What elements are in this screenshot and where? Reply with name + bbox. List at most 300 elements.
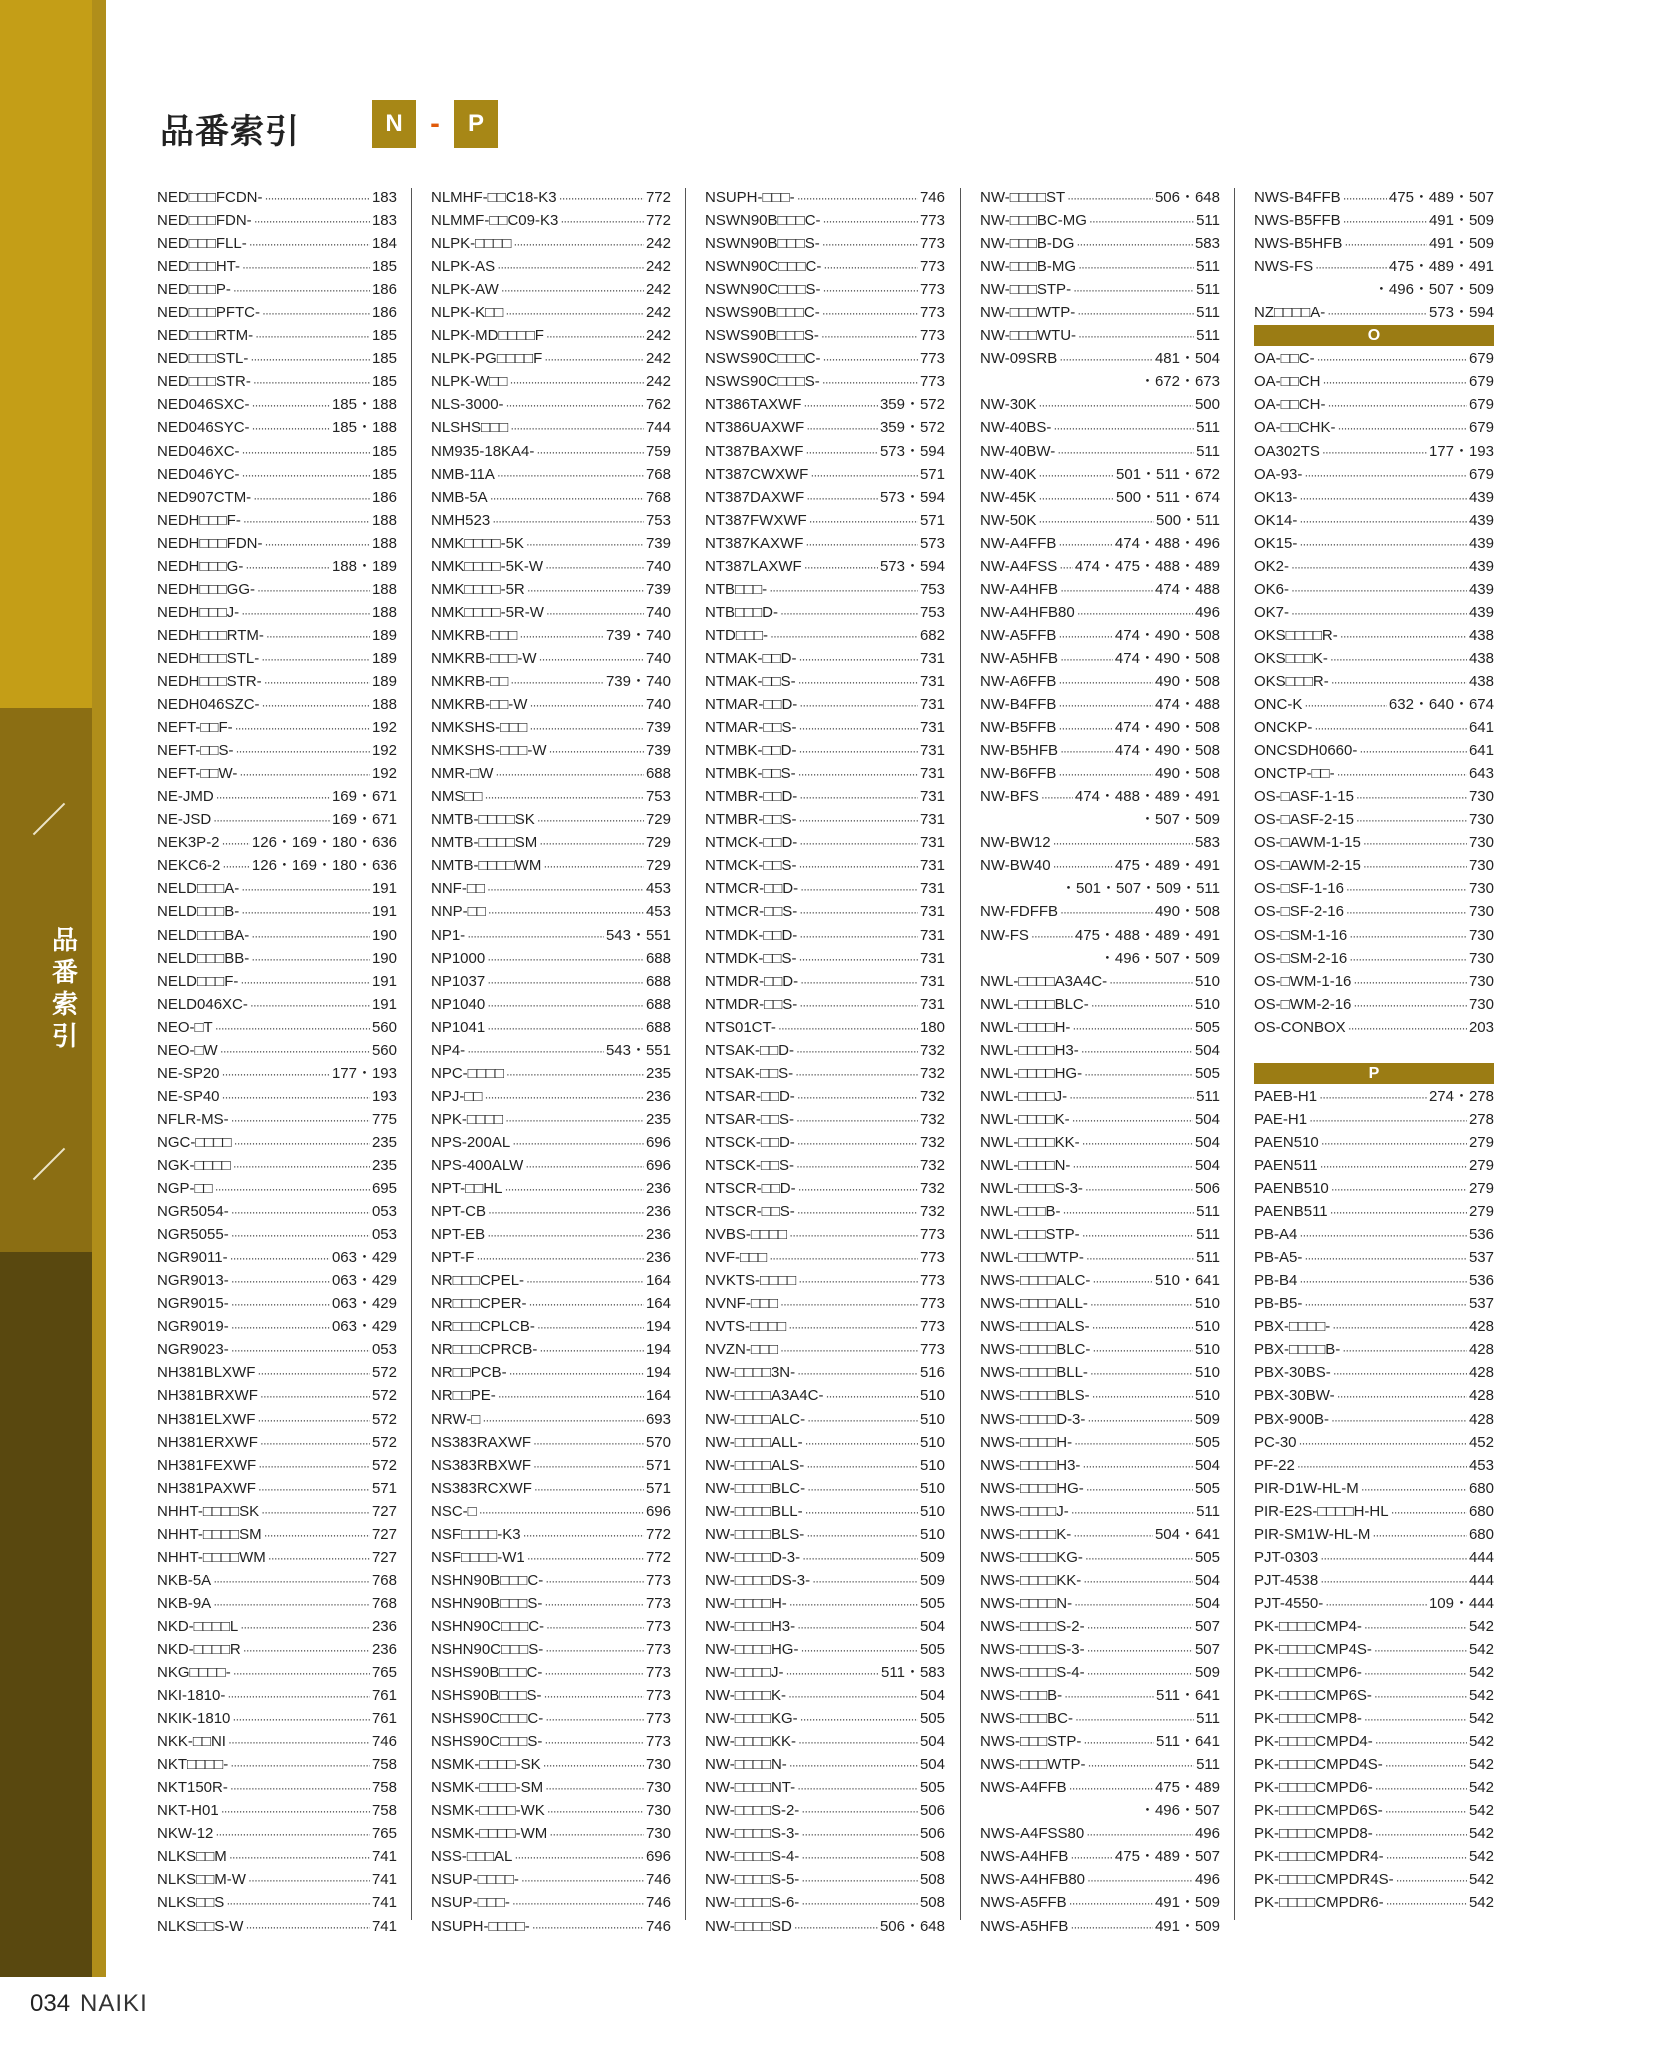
index-entry <box>431 1108 671 1131</box>
dot-leader <box>1363 831 1467 854</box>
dot-leader <box>1337 762 1467 785</box>
part-number: NWL-□□□□J- <box>980 1087 1068 1105</box>
part-number: NED□□□RTM- <box>157 327 254 345</box>
dot-leader <box>495 762 644 785</box>
index-entry <box>705 532 945 555</box>
dot-leader <box>809 509 918 532</box>
part-number: OK2- <box>1254 557 1290 575</box>
dot-leader <box>1058 532 1113 555</box>
page-refs: 773 <box>919 1272 945 1290</box>
page-refs: 543・551 <box>605 1041 671 1059</box>
section-letter: O <box>1254 325 1494 346</box>
page-refs: 643 <box>1468 765 1494 783</box>
index-entry <box>980 716 1220 739</box>
index-entry <box>157 278 397 301</box>
index-entry <box>705 1177 945 1200</box>
part-number: PK-□□□□CMP6S- <box>1254 1687 1372 1705</box>
page-refs: 509 <box>1194 1664 1220 1682</box>
part-number: NLKS□□M <box>157 1848 227 1866</box>
part-number: NWL-□□□B- <box>980 1203 1061 1221</box>
page-refs: 740 <box>645 603 671 621</box>
dot-leader <box>1315 255 1387 278</box>
part-number: PK-□□□□CMPDR4- <box>1254 1848 1384 1866</box>
dot-leader <box>1375 1730 1467 1753</box>
sidebar-label-char: 番 <box>51 958 78 988</box>
page-refs: 274・278 <box>1428 1087 1494 1105</box>
part-number: NWS-□□□□BLS- <box>980 1387 1090 1405</box>
dot-leader <box>1361 1477 1467 1500</box>
part-number: PAENB510 <box>1254 1180 1329 1198</box>
page-refs: 242 <box>645 304 671 322</box>
index-entry <box>705 1200 945 1223</box>
dot-leader <box>543 854 644 877</box>
part-number: NGR9023- <box>157 1341 229 1359</box>
index-entry <box>431 1592 671 1615</box>
part-number: NLMMF-□□C09-K3 <box>431 212 559 230</box>
part-number: OA-□□CH <box>1254 373 1321 391</box>
dot-leader <box>467 924 604 947</box>
part-number: NSMK-□□□□-WM <box>431 1825 548 1843</box>
page-refs: 732 <box>919 1064 945 1082</box>
dot-leader <box>505 301 644 324</box>
index-entry <box>157 1523 397 1546</box>
page-refs: 242 <box>645 281 671 299</box>
index-entry <box>431 647 671 670</box>
part-number: NMKSHS-□□□-W <box>431 742 547 760</box>
dot-leader <box>1386 1891 1467 1914</box>
part-number: NWS-□□□□S-4- <box>980 1664 1085 1682</box>
index-entry <box>705 578 945 601</box>
index-entry <box>157 1407 397 1430</box>
part-number: NWS-□□□BC- <box>980 1710 1074 1728</box>
index-entry <box>705 1799 945 1822</box>
dot-leader <box>549 1822 644 1845</box>
page-refs: 516 <box>919 1364 945 1382</box>
index-entry <box>705 1707 945 1730</box>
part-number: NKT150R- <box>157 1779 228 1797</box>
page-refs: 510 <box>919 1502 945 1520</box>
page-refs: 428 <box>1468 1341 1494 1359</box>
page-refs: 741 <box>371 1917 397 1935</box>
dot-leader <box>806 1454 918 1477</box>
page-refs: 359・572 <box>879 419 945 437</box>
part-number: NEDH□□□FDN- <box>157 534 263 552</box>
part-number: NWL-□□□□BLC- <box>980 995 1089 1013</box>
page-refs: 506・648 <box>879 1917 945 1935</box>
index-entry <box>1254 1684 1494 1707</box>
part-number: NSWN90C□□□S- <box>705 281 821 299</box>
index-entry <box>1254 1292 1494 1315</box>
dot-leader <box>798 762 918 785</box>
page-refs: 505 <box>919 1779 945 1797</box>
dot-leader <box>1319 1085 1427 1108</box>
dot-leader <box>796 1108 918 1131</box>
index-entry <box>980 209 1220 232</box>
dot-leader <box>1322 370 1467 393</box>
index-entry <box>1254 532 1494 555</box>
index-entry <box>1254 854 1494 877</box>
page-refs: 542 <box>1468 1640 1494 1658</box>
part-number: NMKSHS-□□□ <box>431 719 528 737</box>
part-number: PBX-900B- <box>1254 1410 1330 1428</box>
dot-leader <box>795 1062 918 1085</box>
dot-leader <box>1069 1776 1153 1799</box>
page-refs: 501・511・672 <box>1116 465 1220 483</box>
page-refs: 773 <box>919 1318 945 1336</box>
index-entry <box>705 1384 945 1407</box>
index-entry <box>431 1085 671 1108</box>
page-refs: 506 <box>919 1825 945 1843</box>
page-refs: 560 <box>371 1018 397 1036</box>
index-entry <box>1254 601 1494 624</box>
index-entry <box>980 785 1220 808</box>
page-refs: 186 <box>371 304 397 322</box>
part-number: NS383RBXWF <box>431 1456 532 1474</box>
dot-leader <box>484 785 644 808</box>
part-number: NEK3P-2 <box>157 834 220 852</box>
part-number: PB-B4 <box>1254 1272 1298 1290</box>
index-entry <box>157 1477 397 1500</box>
part-number: NTS01CT- <box>705 1018 776 1036</box>
page-refs: 474・488 <box>1154 580 1220 598</box>
dot-leader <box>546 601 644 624</box>
index-entry <box>980 624 1220 647</box>
page-refs: 773 <box>645 1640 671 1658</box>
page-refs: 730 <box>1468 949 1494 967</box>
dot-leader <box>248 1868 370 1891</box>
dot-leader <box>525 1154 644 1177</box>
index-entry <box>980 693 1220 716</box>
index-entry <box>157 532 397 555</box>
page-refs: 731 <box>919 719 945 737</box>
index-entry <box>1254 1315 1494 1338</box>
index-page-continuation <box>980 947 1220 970</box>
dot-leader <box>1396 1868 1467 1891</box>
page-refs: 505 <box>919 1594 945 1612</box>
index-entry <box>1254 1407 1494 1430</box>
part-number: NEDH□□□RTM- <box>157 626 264 644</box>
part-number: NELD046XC- <box>157 995 248 1013</box>
index-entry <box>1254 1845 1494 1868</box>
part-number: NMKRB-□□ <box>431 673 509 690</box>
dot-leader <box>510 670 604 693</box>
index-page-continuation <box>980 1799 1220 1822</box>
dot-leader <box>1088 1753 1195 1776</box>
dot-leader <box>780 1338 918 1361</box>
page-refs: 573 <box>919 534 945 552</box>
part-number: NLPK-□□□□ <box>431 235 512 253</box>
index-entry <box>1254 1246 1494 1269</box>
part-number: NKT-H01 <box>157 1802 219 1820</box>
part-number: NTB□□□D- <box>705 603 779 621</box>
part-number: NTMAK-□□D- <box>705 649 797 667</box>
index-entry <box>1254 209 1494 232</box>
index-entry <box>1254 1223 1494 1246</box>
dot-leader <box>1346 900 1467 923</box>
page-refs: 761 <box>371 1710 397 1728</box>
part-number: OS-□ASF-1-15 <box>1254 788 1354 806</box>
index-entry <box>1254 1338 1494 1361</box>
page-refs: 746 <box>645 1917 671 1935</box>
page-refs: 688 <box>645 1018 671 1036</box>
dot-leader <box>810 463 918 486</box>
part-number: NMS□□ <box>431 788 483 806</box>
index-entry <box>1254 1500 1494 1523</box>
page-refs: 731 <box>919 811 945 829</box>
page-refs: 571 <box>645 1479 671 1497</box>
dot-leader <box>233 278 370 301</box>
index-entry <box>1254 1177 1494 1200</box>
index-entry <box>705 1500 945 1523</box>
index-entry <box>705 970 945 993</box>
part-number: NLKS□□M-W <box>157 1871 246 1889</box>
part-number: PJT-0303 <box>1254 1548 1319 1566</box>
index-entry <box>431 186 671 209</box>
part-number: NTMDK-□□D- <box>705 926 798 944</box>
index-entry <box>980 532 1220 555</box>
page-refs: 183 <box>371 189 397 207</box>
dot-leader <box>231 1223 370 1246</box>
part-number: NW-□□□□H- <box>705 1594 787 1612</box>
dot-leader <box>533 1431 644 1454</box>
page-refs: ・496・507・509 <box>1373 281 1494 299</box>
index-entry <box>980 1085 1220 1108</box>
index-entry <box>980 509 1220 532</box>
part-number: NHHT-□□□□SM <box>157 1525 262 1543</box>
index-entry <box>1254 1546 1494 1569</box>
dot-leader <box>487 1223 644 1246</box>
index-entry <box>431 1016 671 1039</box>
dot-leader <box>1090 1292 1193 1315</box>
dot-leader <box>544 1661 644 1684</box>
page-refs: 753 <box>645 788 671 806</box>
index-entry <box>980 1730 1220 1753</box>
part-number: NWS-□□□□KG- <box>980 1548 1083 1566</box>
part-number: ONCTP-□□- <box>1254 765 1335 783</box>
part-number: NZ□□□□A- <box>1254 304 1326 322</box>
page-refs: 537 <box>1468 1295 1494 1313</box>
index-page-continuation <box>980 877 1220 900</box>
index-entry <box>431 1661 671 1684</box>
index-entry <box>1254 1592 1494 1615</box>
index-entry <box>980 1868 1220 1891</box>
part-number: NED□□□PFTC- <box>157 304 261 322</box>
dot-leader <box>806 1523 918 1546</box>
part-number: NW-BFS <box>980 788 1039 806</box>
part-number: NED046YC- <box>157 465 240 483</box>
dot-leader <box>822 232 918 255</box>
part-number: NKB-9A <box>157 1594 212 1612</box>
range-to-badge: P <box>454 100 498 148</box>
page-refs: 740 <box>645 649 671 667</box>
index-entry <box>705 624 945 647</box>
dot-leader <box>1083 1569 1193 1592</box>
page-refs: 279 <box>1468 1180 1494 1198</box>
page-refs: 491・509 <box>1154 1894 1220 1912</box>
index-entry <box>705 924 945 947</box>
index-entry <box>980 1684 1220 1707</box>
part-number: NWS-B5FFB <box>1254 212 1341 230</box>
page-refs: 510 <box>1194 972 1220 990</box>
index-entry <box>705 1638 945 1661</box>
dot-leader <box>501 278 644 301</box>
dot-leader <box>1058 762 1153 785</box>
part-number: NSHN90C□□□S- <box>431 1640 544 1658</box>
index-entry <box>157 601 397 624</box>
dot-leader <box>1322 440 1427 463</box>
dot-leader <box>1320 1154 1467 1177</box>
index-entry <box>157 1315 397 1338</box>
index-entry <box>980 555 1220 578</box>
page-refs: 731 <box>919 765 945 783</box>
page-refs: 773 <box>919 373 945 391</box>
index-entry <box>157 1384 397 1407</box>
part-number: NR□□PE- <box>431 1387 496 1405</box>
part-number: NWS-□□□□BLC- <box>980 1341 1091 1359</box>
dot-leader <box>1291 555 1467 578</box>
index-entry <box>1254 301 1494 324</box>
dot-leader <box>544 347 644 370</box>
dot-leader <box>235 716 370 739</box>
dot-leader <box>242 440 370 463</box>
page-refs: 191 <box>371 903 397 921</box>
dot-leader <box>799 785 918 808</box>
dot-leader <box>822 370 918 393</box>
dot-leader <box>803 393 878 416</box>
index-entry <box>705 1315 945 1338</box>
index-entry <box>157 1799 397 1822</box>
part-number: NLSHS□□□ <box>431 419 509 437</box>
dot-leader <box>1327 393 1467 416</box>
part-number: PK-□□□□CMPD6S- <box>1254 1802 1383 1820</box>
index-entry <box>157 209 397 232</box>
page-refs: 542 <box>1468 1871 1494 1889</box>
page-refs: 185・188 <box>331 419 397 437</box>
dot-leader <box>1069 1085 1194 1108</box>
dot-leader <box>806 486 878 509</box>
dot-leader <box>796 1039 918 1062</box>
dot-leader <box>1082 1223 1194 1246</box>
part-number: NW-40BW- <box>980 442 1056 460</box>
index-entry <box>1254 1753 1494 1776</box>
part-number: NW-A4HFB80 <box>980 603 1075 621</box>
part-number: NTMBR-□□S- <box>705 811 797 829</box>
part-number: NPT-CB <box>431 1203 487 1221</box>
index-entry <box>157 393 397 416</box>
page-refs: 768 <box>645 465 671 483</box>
part-number: NE-SP40 <box>157 1087 220 1105</box>
dot-leader <box>488 1200 644 1223</box>
index-entry <box>980 1707 1220 1730</box>
index-entry <box>431 1154 671 1177</box>
part-number: OS-□WM-1-16 <box>1254 972 1352 990</box>
page-refs: 504 <box>1194 1110 1220 1128</box>
page-refs: 507 <box>1194 1640 1220 1658</box>
index-entry <box>705 1131 945 1154</box>
index-entry <box>980 440 1220 463</box>
page-refs: 053 <box>371 1341 397 1359</box>
page-refs: 730 <box>645 1825 671 1843</box>
part-number: NED□□□FDN- <box>157 212 252 230</box>
part-number: NELD□□□F- <box>157 972 239 990</box>
part-number: NTMAR-□□D- <box>705 696 798 714</box>
index-entry <box>431 785 671 808</box>
index-entry <box>1254 255 1494 278</box>
dot-leader <box>800 1707 918 1730</box>
dot-leader <box>533 1454 644 1477</box>
page-refs: 773 <box>919 1341 945 1359</box>
dot-leader <box>537 1315 644 1338</box>
dot-leader <box>1327 301 1427 324</box>
part-number: NR□□PCB- <box>431 1364 507 1382</box>
part-number: OS-□SM-1-16 <box>1254 926 1348 944</box>
index-entry <box>431 1454 671 1477</box>
index-entry <box>431 1477 671 1500</box>
part-number: NW-FS <box>980 926 1029 944</box>
dot-leader <box>1086 1822 1193 1845</box>
index-entry <box>705 1431 945 1454</box>
part-number: PK-□□□□CMPD4S- <box>1254 1756 1383 1774</box>
dot-leader <box>1060 647 1113 670</box>
index-entry <box>157 1891 397 1914</box>
dot-leader <box>798 808 918 831</box>
page-refs: 203 <box>1468 1018 1494 1036</box>
part-number: PK-□□□□CMPDR6- <box>1254 1894 1384 1912</box>
dot-leader <box>1053 416 1194 439</box>
index-entry <box>157 1223 397 1246</box>
index-entry <box>980 670 1220 693</box>
page-refs: 768 <box>371 1594 397 1612</box>
index-entry <box>157 370 397 393</box>
page-refs: 063・429 <box>331 1295 397 1313</box>
dot-leader <box>1075 1707 1194 1730</box>
part-number: PK-□□□□CMP8- <box>1254 1710 1362 1728</box>
page-refs: 505 <box>1194 1018 1220 1036</box>
index-entry <box>431 1500 671 1523</box>
index-entry <box>705 785 945 808</box>
index-entry <box>705 416 945 439</box>
index-entry <box>980 1177 1220 1200</box>
page-refs: 731 <box>919 696 945 714</box>
dot-leader <box>526 532 644 555</box>
page-refs: 164 <box>645 1387 671 1405</box>
dot-leader <box>801 1868 918 1891</box>
part-number: NSUP-□□□- <box>431 1894 510 1912</box>
index-entry <box>431 947 671 970</box>
page-refs: 542 <box>1468 1756 1494 1774</box>
index-entry <box>1254 1477 1494 1500</box>
dot-leader <box>1031 924 1073 947</box>
dot-leader <box>769 1246 918 1269</box>
page-refs: 571 <box>919 465 945 483</box>
part-number: NWS-□□□□ALC- <box>980 1272 1091 1290</box>
part-number: NHHT-□□□□WM <box>157 1548 266 1566</box>
dot-leader <box>1081 1039 1193 1062</box>
part-number: NWS-□□□B- <box>980 1687 1063 1705</box>
index-entry <box>431 1039 671 1062</box>
part-number: NLPK-K□□ <box>431 304 504 322</box>
part-number: NGR9013- <box>157 1272 229 1290</box>
dot-leader <box>545 1569 644 1592</box>
dot-leader <box>1038 393 1193 416</box>
dot-leader <box>1067 186 1153 209</box>
index-entry <box>705 1108 945 1131</box>
dot-leader <box>1092 1338 1193 1361</box>
page-refs: 194 <box>645 1364 671 1382</box>
index-entry <box>705 1730 945 1753</box>
page-refs: 509 <box>919 1571 945 1589</box>
page-refs: 279 <box>1468 1156 1494 1174</box>
